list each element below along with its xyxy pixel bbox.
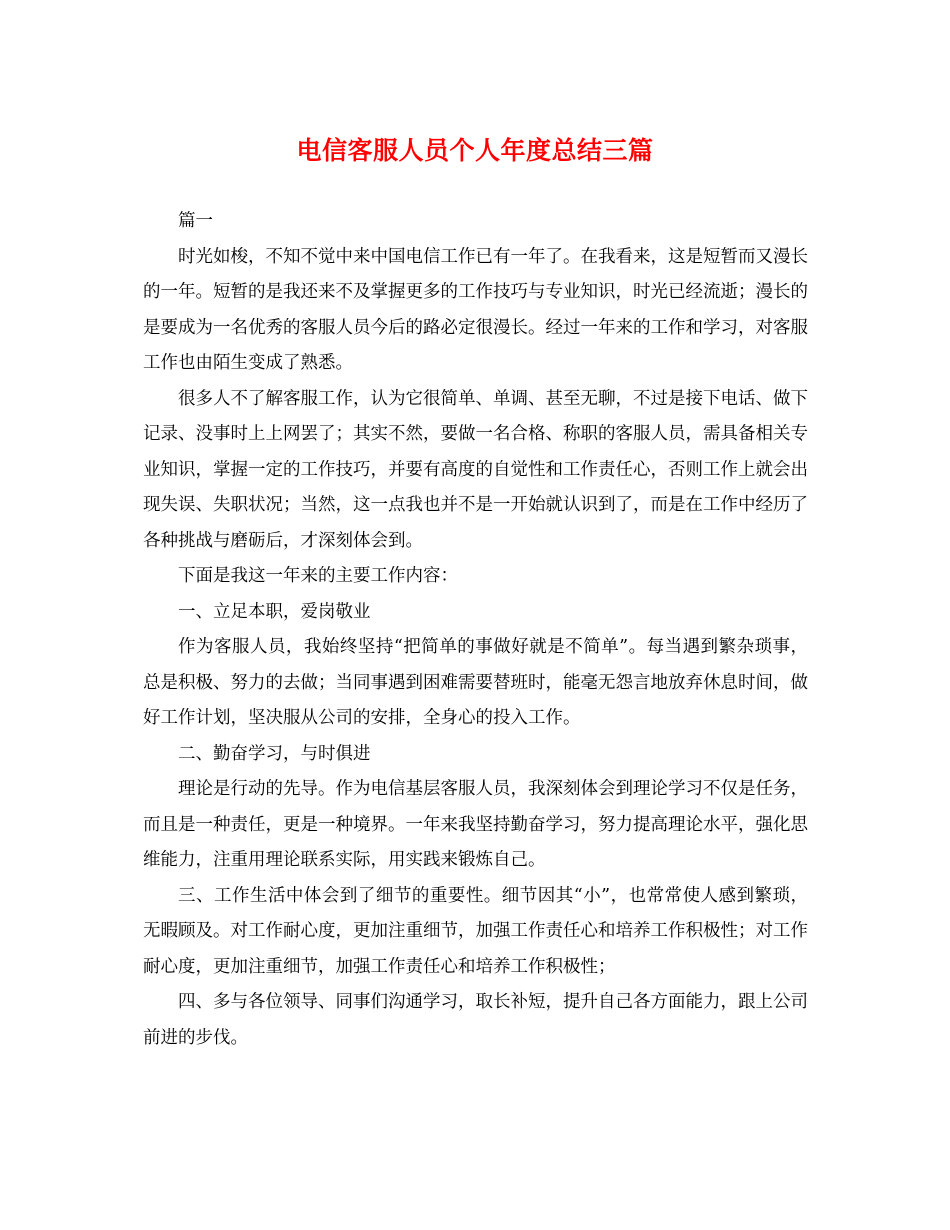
section-heading-part-one: 篇一 bbox=[178, 211, 213, 231]
document-body bbox=[143, 204, 808, 1056]
document-title: 电信客服人员个人年度总结三篇 bbox=[296, 136, 654, 165]
paragraph-section-four: 四、多与各位领导、同事们沟通学习，取长补短，提升自己各方面能力，跟上公司前进的步伐。 bbox=[143, 992, 808, 1048]
paragraph-section-one: 作为客服人员，我始终坚持“把简单的事做好就是不简单”。每当遇到繁杂琐事，总是积极、努力的去做；当同事遇到困难需要替班时，能毫无怨言地放弃休息时间，做好工作计划，坚决服从公司的安排，全身心的投入工作。 bbox=[143, 637, 808, 728]
paragraph-work-content-intro: 下面是我这一年来的主要工作内容： bbox=[178, 566, 458, 586]
paragraph-intro: 时光如梭，不知不觉中来中国电信工作已有一年了。在我看来，这是短暂而又漫长的一年。短暂的是我还来不及掌握更多的工作技巧与专业知识，时光已经流逝；漫长的是要成为一名优秀的客服人员今后的路必定很漫长。经过一年来的工作和学习，对客服工作也由陌生变成了熟悉。 bbox=[143, 246, 808, 373]
paragraph-section-two: 理论是行动的先导。作为电信基层客服人员，我深刻体会到理论学习不仅是任务，而且是一种责任，更是一种境界。一年来我坚持勤奋学习，努力提高理论水平，强化思维能力，注重用理论联系实际，用实践来锻炼自己。 bbox=[143, 779, 808, 870]
section-heading-one: 一、立足本职，爱岗敬业 bbox=[178, 601, 371, 622]
paragraph-section-three: 三、工作生活中体会到了细节的重要性。细节因其“小”，也常常使人感到繁琐，无暇顾及。对工作耐心度，更加注重细节，加强工作责任心和培养工作积极性；对工作耐心度，更加注重细节，加强工作责任心和培养工作积极性； bbox=[143, 885, 808, 977]
paragraph-customer-service-understanding: 很多人不了解客服工作，认为它很简单、单调、甚至无聊，不过是接下电话、做下记录、没事时上上网罢了；其实不然，要做一名合格、称职的客服人员，需具备相关专业知识，掌握一定的工作技巧，并要有高度的自觉性和工作责任心，否则工作上就会出现失误、失职状况；当然，这一点我也并不是一开始就认识到了，而是在工作中经历了各种挑战与磨砺后，才深刻体会到。 bbox=[143, 388, 808, 551]
section-heading-two: 二、勤奋学习，与时俱进 bbox=[178, 743, 371, 764]
